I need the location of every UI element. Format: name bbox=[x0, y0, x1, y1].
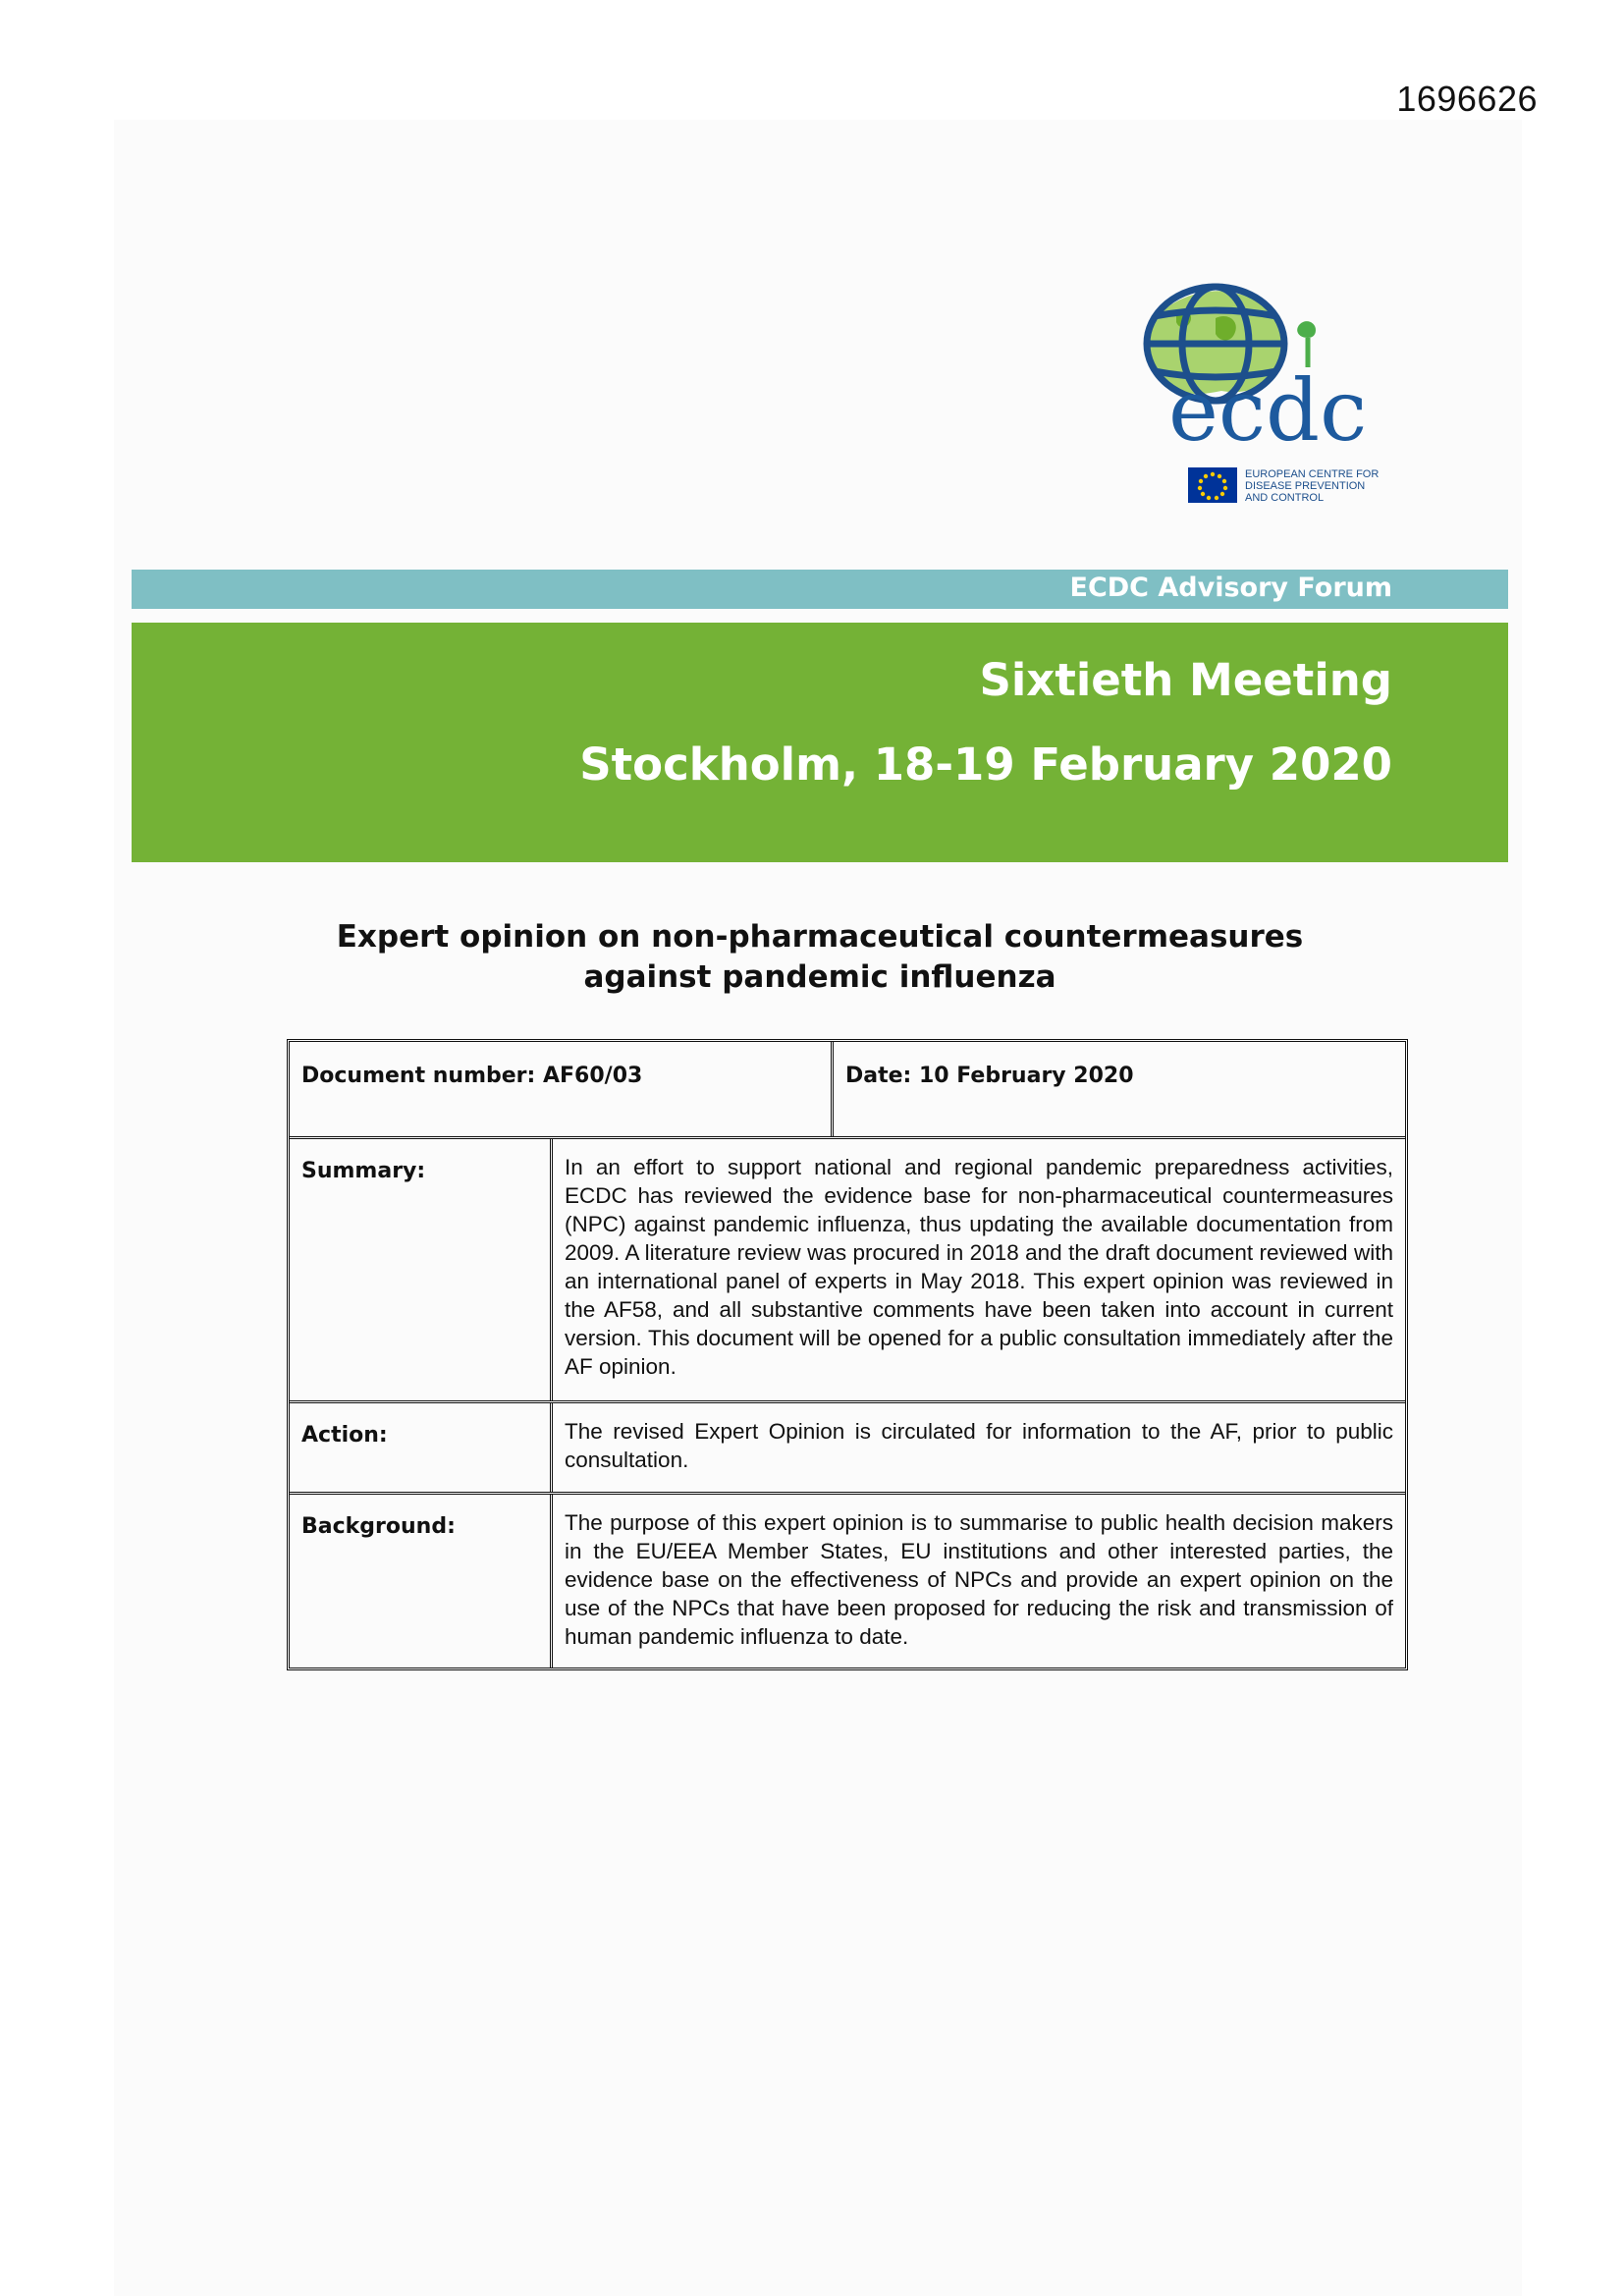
document-title-line2: against pandemic influenza bbox=[583, 959, 1056, 995]
meeting-place-date: Stockholm, 18-19 February 2020 bbox=[579, 738, 1392, 791]
table-row-background bbox=[290, 1495, 1405, 1667]
ecdc-wordmark: ecdc bbox=[1168, 362, 1368, 461]
forum-band bbox=[132, 570, 1508, 609]
table-row-summary bbox=[290, 1139, 1405, 1403]
sprout-icon bbox=[1297, 321, 1316, 367]
ecdc-logo bbox=[1125, 279, 1390, 511]
meeting-band bbox=[132, 623, 1508, 862]
forum-title: ECDC Advisory Forum bbox=[1069, 573, 1392, 603]
background-text: The purpose of this expert opinion is to summarise to public health decision makers in the EU/EEA Member States, EU institutions and other interested parties, the evidence base on the effectiveness of NPCs and provide an expert opinion on the use of the NPCs that have been proposed for reducing the risk and transmission of human pandemic influenza to date. bbox=[565, 1510, 1393, 1649]
action-label: Action: bbox=[290, 1403, 553, 1492]
table-row-header bbox=[290, 1042, 1405, 1139]
document-date: Date: 10 February 2020 bbox=[845, 1064, 1134, 1088]
document-title-line1: Expert opinion on non-pharmaceutical countermeasures bbox=[336, 919, 1304, 955]
summary-text: In an effort to support national and regional pandemic preparedness activities, ECDC has reviewed the evidence base for non-pharmaceutical countermeasures (NPC) against pandemic influenza, thus updating the available documentation from 2009. A literature review was procured in 2018 and the draft document reviewed with an international panel of experts in May 2018. This expert opinion was reviewed in the AF58, and all substantive comments have been taken into account in current version. This document will be opened for a public consultation immediately after the AF opinion. bbox=[565, 1155, 1393, 1379]
logo-caption-line1: EUROPEAN CENTRE FOR bbox=[1245, 468, 1380, 480]
summary-label: Summary: bbox=[290, 1139, 553, 1400]
logo-caption-line3: AND CONTROL bbox=[1245, 492, 1325, 504]
document-info-table bbox=[287, 1039, 1408, 1670]
action-text: The revised Expert Opinion is circulated for information to the AF, prior to public consultation. bbox=[565, 1419, 1393, 1472]
document-title bbox=[132, 917, 1508, 998]
document-number: Document number: AF60/03 bbox=[290, 1042, 834, 1136]
document-id: 1696626 bbox=[1396, 79, 1538, 119]
eu-flag-icon bbox=[1188, 467, 1237, 503]
table-row-action bbox=[290, 1403, 1405, 1495]
background-label: Background: bbox=[290, 1495, 553, 1667]
logo-caption-line2: DISEASE PREVENTION bbox=[1245, 480, 1366, 492]
meeting-title: Sixtieth Meeting bbox=[979, 654, 1392, 706]
